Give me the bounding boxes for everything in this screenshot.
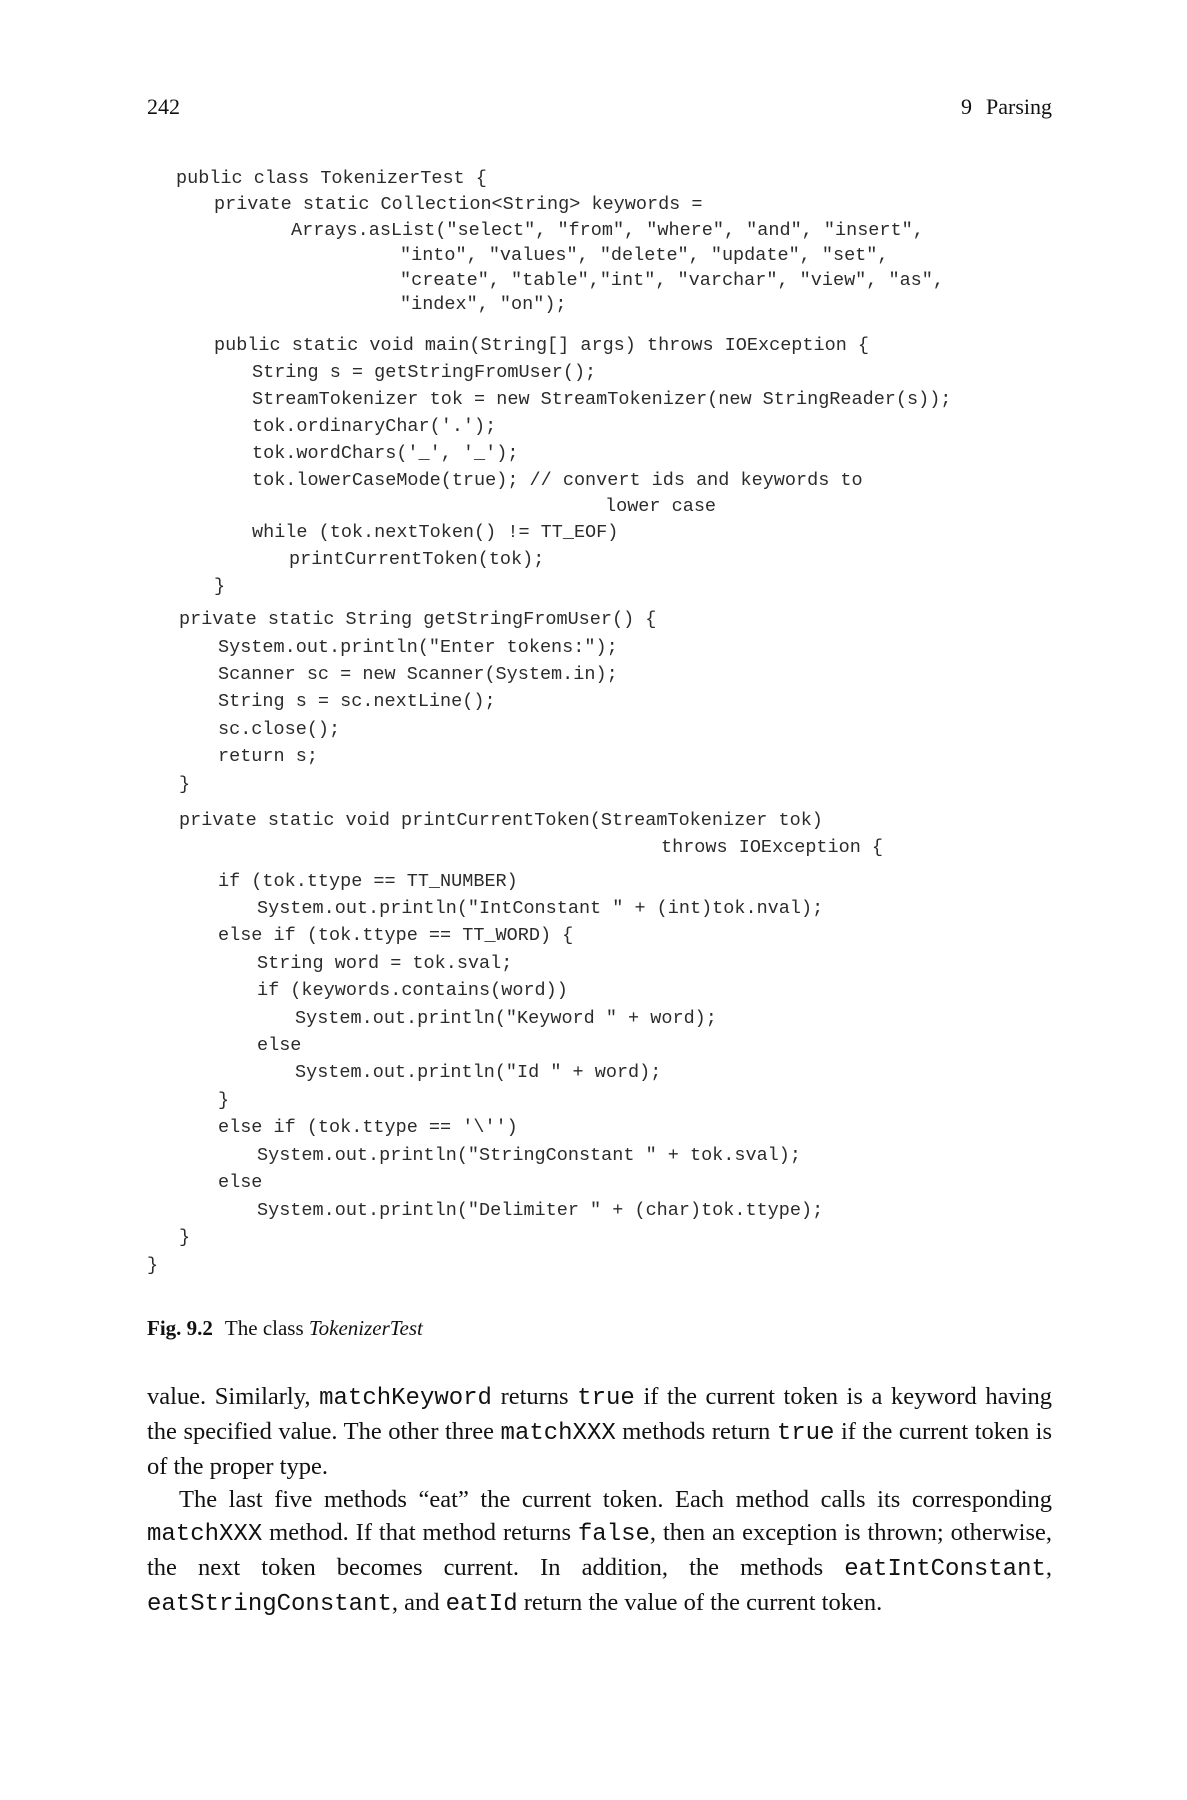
text-span: if the current token is of the proper type.: [147, 1418, 1053, 1480]
inline-code: eatId: [445, 1591, 518, 1618]
code-line: private static Collection<String> keywords =: [214, 194, 703, 215]
code-line: System.out.println("StringConstant " + tok.sval);: [257, 1145, 801, 1166]
running-head: [961, 94, 1052, 120]
code-line: throws IOException {: [661, 837, 884, 858]
text-span: The last five methods “eat” the current token. Each method calls its corresponding: [179, 1486, 1052, 1513]
inline-code: matchXXX: [147, 1521, 263, 1548]
code-line: tok.ordinaryChar('.');: [252, 416, 497, 437]
page-header: [147, 94, 1052, 122]
code-line: while (tok.nextToken() != TT_EOF): [252, 522, 619, 543]
paragraph-1: [147, 1380, 1052, 1483]
paragraph-2: [147, 1483, 1052, 1621]
chapter-number: 9: [961, 94, 972, 119]
code-line: "create", "table","int", "varchar", "view", "as",: [400, 270, 944, 291]
page-number: 242: [147, 94, 180, 119]
code-line: return s;: [218, 746, 318, 767]
code-line: StreamTokenizer tok = new StreamTokenizer(new StringReader(s));: [252, 389, 952, 410]
code-line: String s = sc.nextLine();: [218, 691, 496, 712]
code-listing: [147, 166, 1052, 1276]
code-line: "into", "values", "delete", "update", "set",: [400, 245, 889, 266]
inline-code: matchXXX: [500, 1420, 616, 1447]
inline-code: true: [776, 1420, 835, 1447]
text-span: ,: [1045, 1554, 1052, 1581]
code-line: Arrays.asList("select", "from", "where", "and", "insert",: [291, 220, 924, 241]
code-line: private static void printCurrentToken(StreamTokenizer tok): [179, 810, 823, 831]
text-span: value. Similarly,: [147, 1383, 311, 1410]
code-line: }: [147, 1255, 159, 1276]
text-span: if the current token is a keyword having the specified value. The other three: [147, 1383, 1052, 1445]
inline-code: matchKeyword: [319, 1385, 492, 1412]
code-line: tok.wordChars('_', '_');: [252, 443, 519, 464]
text-span: , and: [391, 1589, 440, 1616]
code-line: else if (tok.ttype == '\''): [218, 1117, 518, 1138]
caption-class-name: TokenizerTest: [308, 1316, 423, 1340]
code-line: }: [179, 774, 191, 795]
code-line: public static void main(String[] args) throws IOException {: [214, 335, 870, 356]
code-line: else: [218, 1172, 263, 1193]
inline-code: eatIntConstant: [844, 1556, 1046, 1583]
code-line: printCurrentToken(tok);: [289, 549, 545, 570]
code-line: public class TokenizerTest {: [176, 168, 487, 189]
code-line: tok.lowerCaseMode(true); // convert ids and keywords to: [252, 470, 863, 491]
text-span: methods return: [622, 1418, 771, 1445]
code-line: String s = getStringFromUser();: [252, 362, 597, 383]
code-line: }: [214, 576, 226, 597]
figure-label: Fig. 9.2: [147, 1316, 213, 1340]
inline-code: false: [577, 1521, 650, 1548]
body-text: [147, 1380, 1052, 1621]
code-line: System.out.println("Keyword " + word);: [295, 1008, 717, 1029]
code-line: System.out.println("Id " + word);: [295, 1062, 662, 1083]
code-line: }: [218, 1090, 230, 1111]
figure-caption: [147, 1316, 423, 1341]
inline-code: true: [577, 1385, 635, 1412]
code-line: Scanner sc = new Scanner(System.in);: [218, 664, 618, 685]
code-line: }: [179, 1227, 191, 1248]
code-line: else if (tok.ttype == TT_WORD) {: [218, 925, 574, 946]
code-line: String word = tok.sval;: [257, 953, 513, 974]
code-line: System.out.println("Delimiter " + (char)tok.ttype);: [257, 1200, 824, 1221]
code-line: "index", "on");: [400, 294, 567, 315]
code-line: private static String getStringFromUser() {: [179, 609, 657, 630]
text-span: method. If that method returns: [269, 1519, 571, 1546]
code-line: if (keywords.contains(word)): [257, 980, 568, 1001]
inline-code: eatStringConstant: [147, 1591, 392, 1618]
code-line: System.out.println("IntConstant " + (int)tok.nval);: [257, 898, 824, 919]
text-span: , then an exception is thrown; otherwise, the next token becomes current. In addition, the methods: [147, 1519, 1052, 1581]
code-line: sc.close();: [218, 719, 341, 740]
caption-prefix: The class: [224, 1316, 304, 1340]
text-span: return the value of the current token.: [523, 1589, 883, 1616]
chapter-title: Parsing: [986, 94, 1052, 119]
code-line: System.out.println("Enter tokens:");: [218, 637, 618, 658]
code-line: lower case: [605, 496, 717, 517]
text-span: returns: [500, 1383, 569, 1410]
code-line: else: [257, 1035, 302, 1056]
code-line: if (tok.ttype == TT_NUMBER): [218, 871, 518, 892]
